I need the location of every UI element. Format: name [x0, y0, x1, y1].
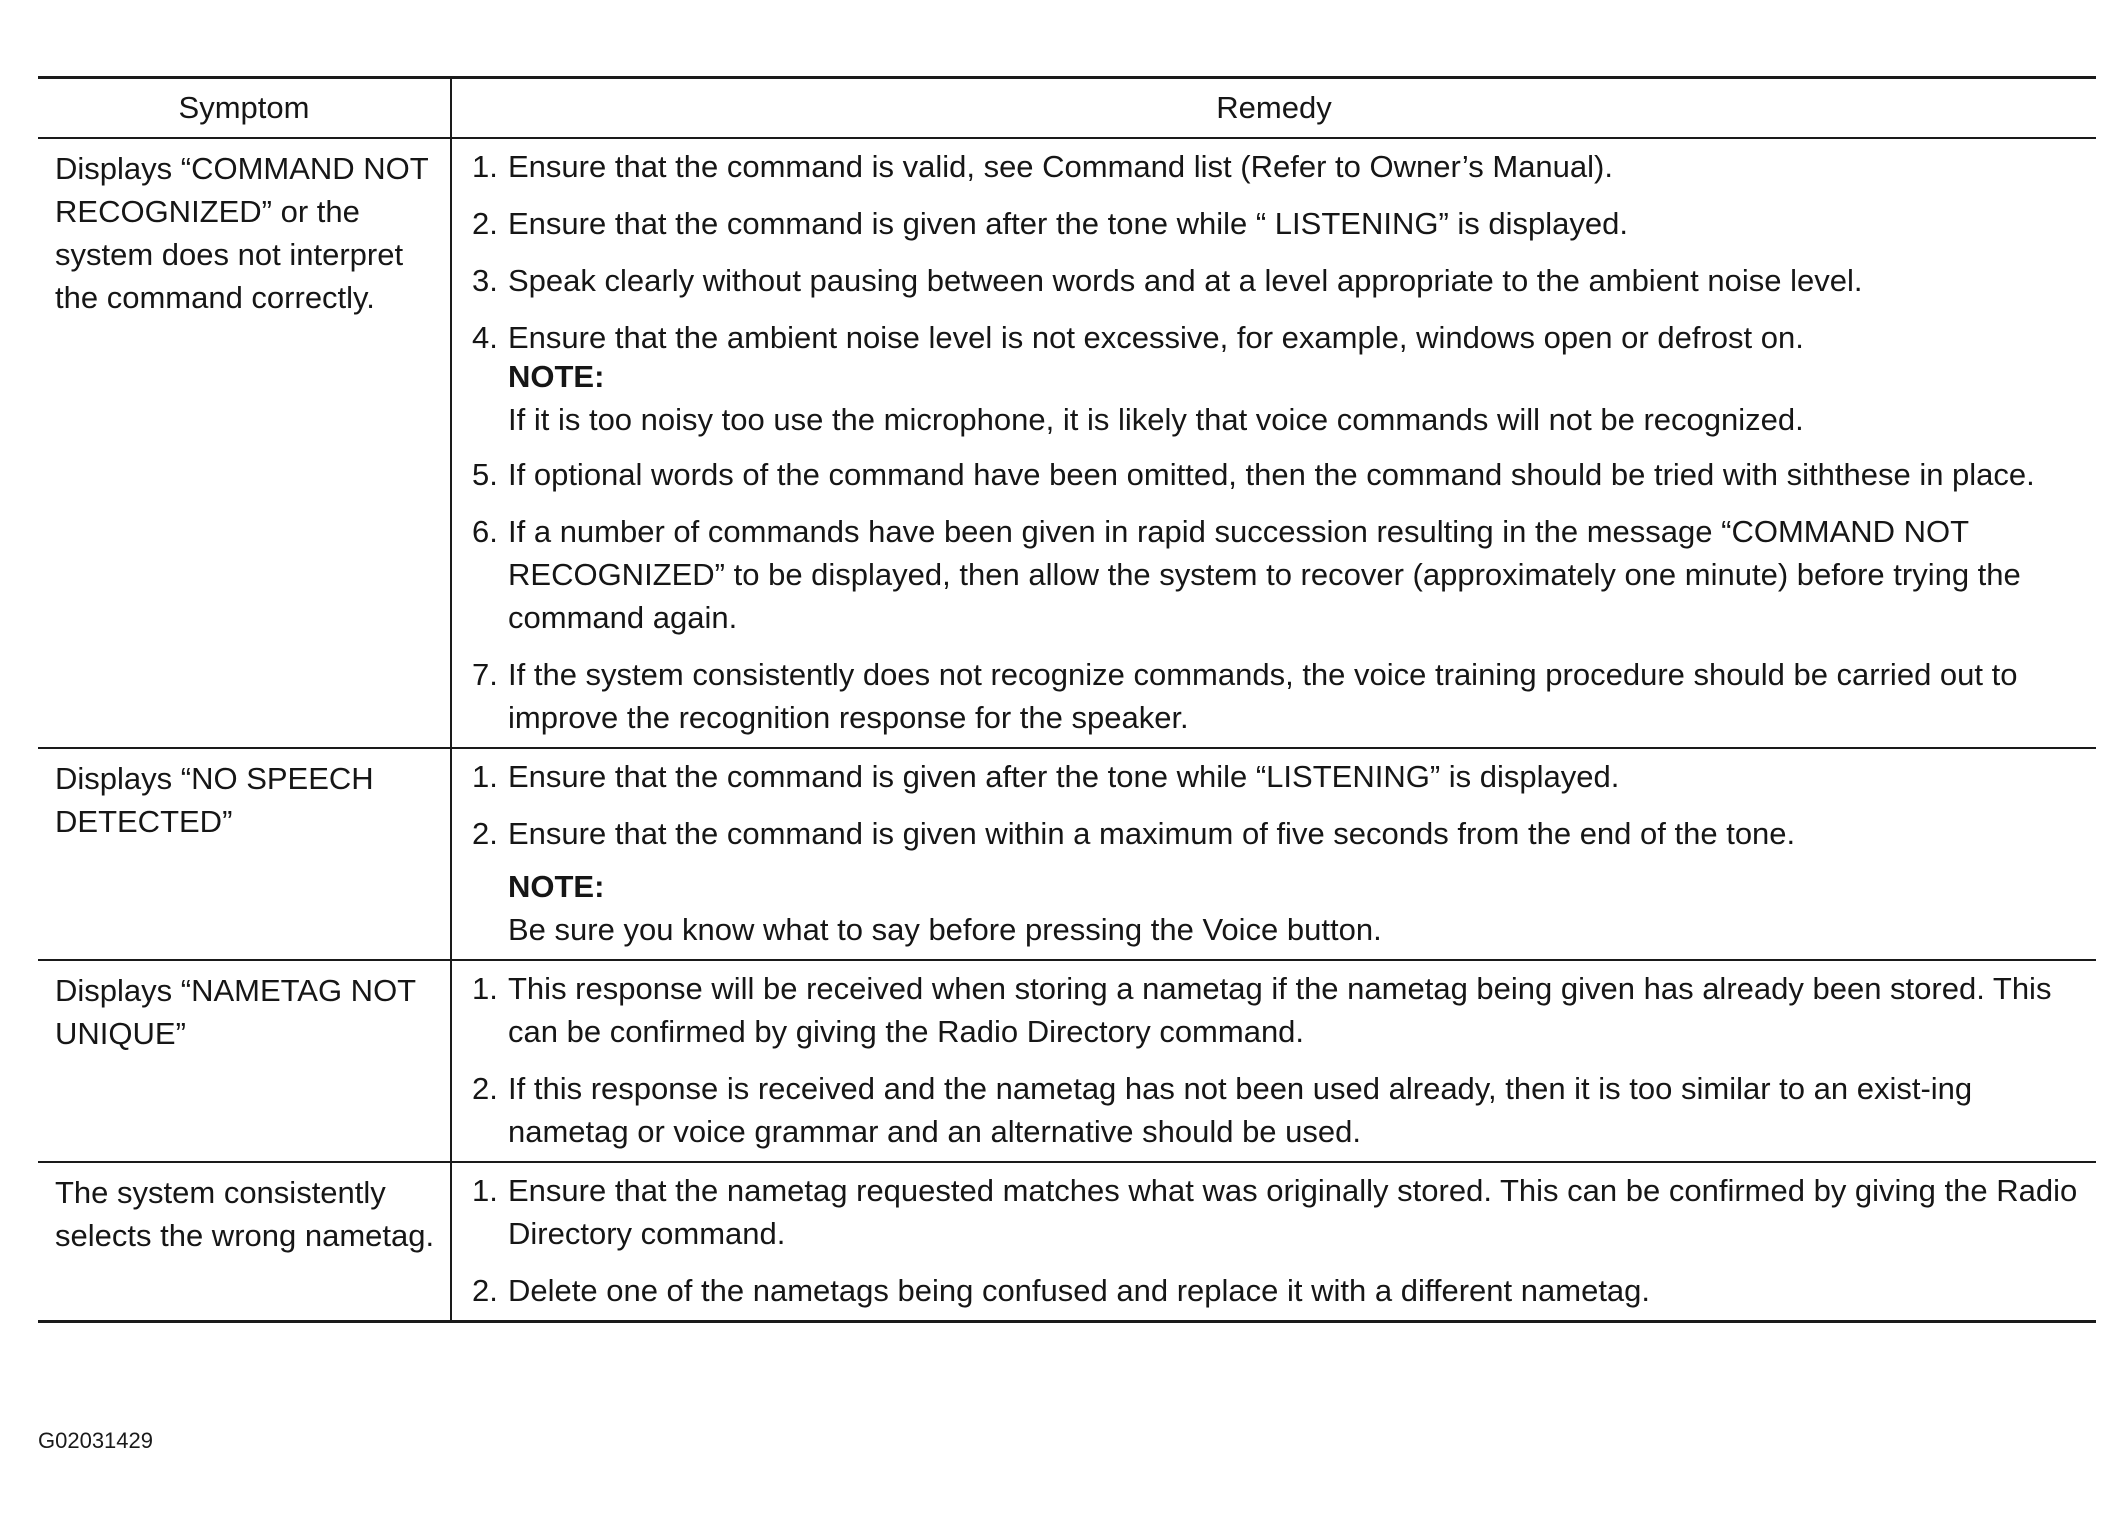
remedy-step: 6. If a number of commands have been given in rapid succession resulting in the message “COMMAND NOT RECOGNIZED” to be displayed, then allow the system to recover (approximately one minute) before trying the command again.: [472, 514, 2021, 635]
table-row: [38, 960, 2096, 1162]
remedy-steps: [472, 755, 2084, 855]
table-header-row: [38, 78, 2096, 139]
remedy-step: 5. If optional words of the command have been omitted, then the command should be tried with siththese in place.: [472, 457, 2035, 492]
remedy-cell: [451, 138, 2096, 748]
note-label: NOTE:: [508, 359, 605, 394]
remedy-steps: [472, 1169, 2084, 1312]
remedy-step: 2. Delete one of the nametags being confused and replace it with a different nametag.: [472, 1273, 1651, 1308]
symptom-cell: Displays “NO SPEECH DETECTED”: [38, 748, 451, 960]
remedy-step: 2. Ensure that the command is given after the tone while “ LISTENING” is displayed.: [472, 206, 1628, 241]
remedy-column-header: Remedy: [451, 78, 2096, 139]
figure-code: G02031429: [38, 1428, 153, 1453]
note-label: NOTE:: [508, 869, 605, 904]
remedy-cell: [451, 960, 2096, 1162]
symptom-cell: Displays “COMMAND NOT RECOGNIZED” or the system does not interpret the command correctly.: [38, 138, 451, 748]
remedy-step: 1. Ensure that the nametag requested matches what was originally stored. This can be confirmed by giving the Radio Directory command.: [472, 1173, 2078, 1251]
remedy-steps: [472, 967, 2084, 1153]
remedy-step: 1. This response will be received when storing a nametag if the nametag being given has already been stored. This can be confirmed by giving the Radio Directory command.: [472, 971, 2052, 1049]
remedy-step: 2. Ensure that the command is given within a maximum of five seconds from the end of the tone.: [472, 816, 1796, 851]
remedy-step: 7. If the system consistently does not recognize commands, the voice training procedure should be carried out to improve the recognition response for the speaker.: [472, 657, 2018, 735]
remedy-steps: [472, 453, 2084, 739]
table-row: [38, 1162, 2096, 1322]
symptom-cell: Displays “NAMETAG NOT UNIQUE”: [38, 960, 451, 1162]
note-text: Be sure you know what to say before pressing the Voice button.: [508, 912, 1382, 947]
remedy-step: 1. Ensure that the command is given after the tone while “LISTENING” is displayed.: [472, 759, 1620, 794]
remedy-cell: [451, 748, 2096, 960]
symptom-column-header: Symptom: [38, 78, 451, 139]
symptom-remedy-table: [38, 76, 2096, 1323]
table-row: [38, 138, 2096, 748]
note-text: If it is too noisy too use the microphone, it is likely that voice commands will not be recognized.: [508, 402, 1804, 437]
note-block: [472, 865, 2084, 951]
remedy-step: 3. Speak clearly without pausing between words and at a level appropriate to the ambient noise level.: [472, 263, 1863, 298]
troubleshooting-document: [38, 76, 2096, 1323]
remedy-step: 4. Ensure that the ambient noise level is not excessive, for example, windows open or defrost on.: [472, 320, 1804, 355]
symptom-cell: The system consistently selects the wrong nametag.: [38, 1162, 451, 1322]
note-block: [472, 355, 2084, 441]
remedy-steps: [472, 145, 2084, 359]
remedy-cell: [451, 1162, 2096, 1322]
table-row: [38, 748, 2096, 960]
remedy-step: 1. Ensure that the command is valid, see Command list (Refer to Owner’s Manual).: [472, 149, 1613, 184]
remedy-step: 2. If this response is received and the nametag has not been used already, then it is too similar to an exist-ing nametag or voice grammar and an alternative should be used.: [472, 1071, 1973, 1149]
